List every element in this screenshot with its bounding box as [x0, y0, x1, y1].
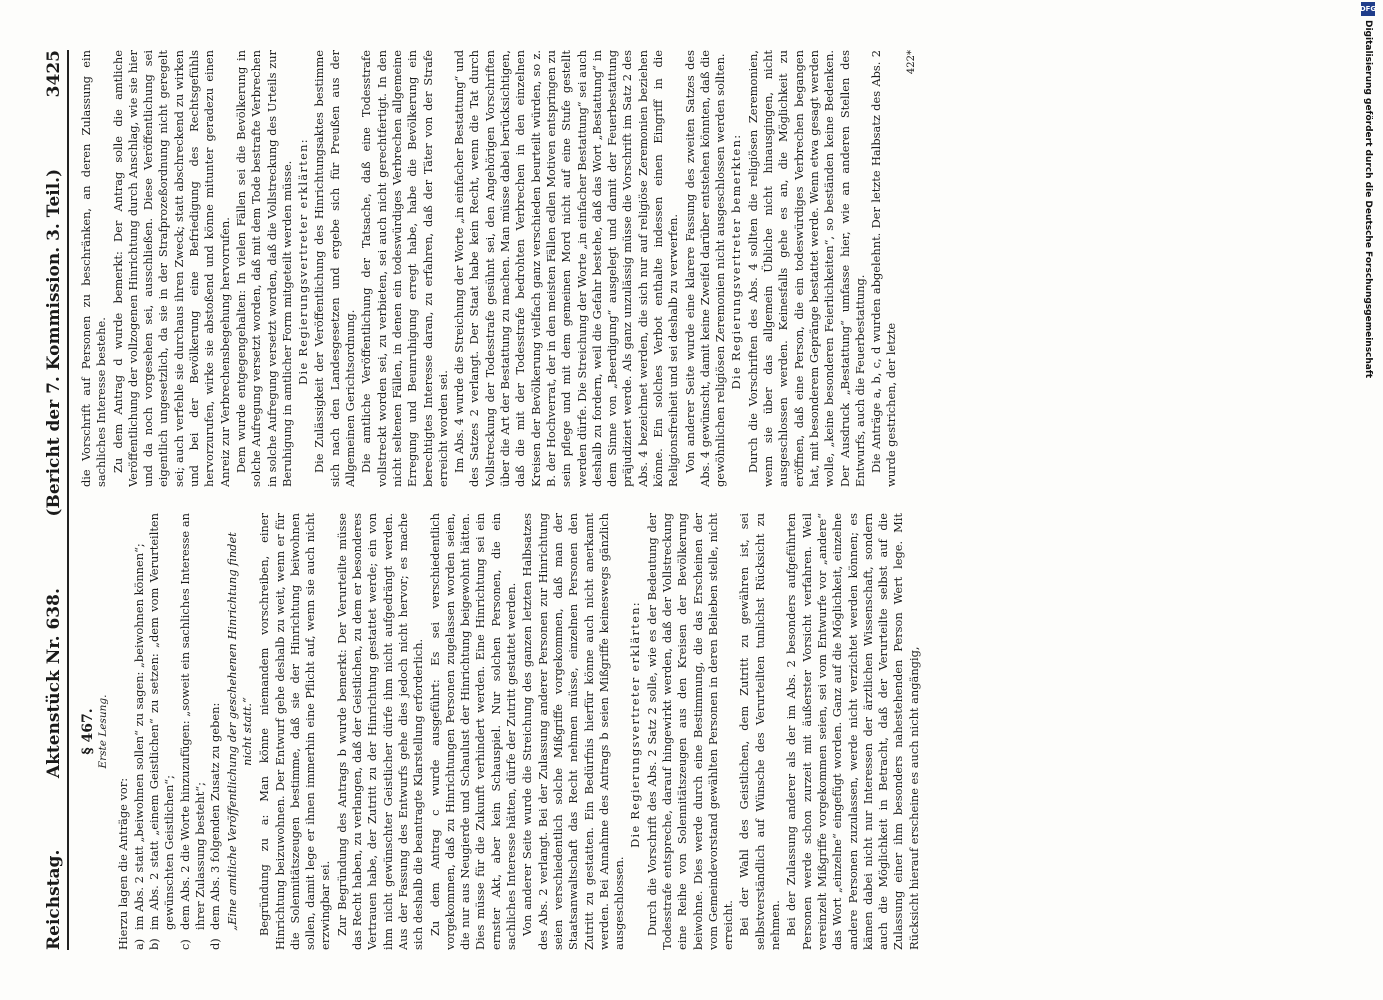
- right-column: [79, 50, 1329, 487]
- paragraph: Durch die Vorschrift des Abs. 2 Satz 2 solle, wie es der Bedeutung der Todesstrafe entspreche, darauf hingewirkt werden, daß der Vollstreckung eine Reihe von Solennitätszeugen aus den Kreisen der Bevölkerung beiwohne. Dies werde durch eine Bestimmung, die das Erscheinen der vom Gemeindevorstand gewählten Personen in deren Belieben stelle, nicht erreicht.: [644, 513, 736, 950]
- digitization-credit: Digitalisierung gefördert durch die Deutsche Forschungsgemeinschaft: [1363, 20, 1373, 379]
- motion-label: b): [147, 938, 162, 950]
- paragraph: Von anderer Seite wurde die Streichung des ganzen letzten Halbsatzes des Abs. 2 verlangt. Bei der Zulassung anderer Personen zur Hinrichtung seien verschiedentlich solche Mißgriffe vorgekommen, daß man der Staatsanwaltschaft das Recht nehmen müsse, einzelnen Personen den Zutritt zu gestatten. Ein Bedürfnis hierfür könne auch nicht anerkannt werden. Bei Annahme des Antrags b seien Mißgriffe keineswegs gänzlich ausgeschlossen.: [520, 513, 627, 950]
- motion-c: [178, 513, 209, 950]
- page-number: 3425: [44, 50, 64, 98]
- footer-mark: 422*: [905, 50, 917, 75]
- motion-text: dem Abs. 2 die Worte hinzuzufügen: „soweit ein sachliches Interesse an ihrer Zulassung besteht“;: [177, 513, 208, 930]
- motion-a: [132, 513, 147, 950]
- subheading: Die Regierungsvertreter erklärten:: [628, 601, 643, 848]
- subheading: Die Regierungsvertreter erklärten:: [296, 138, 311, 385]
- text-columns: [79, 50, 1329, 950]
- motion-quote: „Eine amtliche Veröffentlichung der geschehenen Hinrichtung findet nicht statt.“: [224, 532, 254, 931]
- digitization-note: [1351, 0, 1381, 1000]
- paragraph: Zu dem Antrag d wurde bemerkt: Der Antrag solle die amtliche Veröffentlichung der vollzogenen Hinrichtung durch Anschlag, wie sie hier und da noch vorgesehen sei, ausschließen. Diese Veröffentlichung sei eigentlich ungesetzlich, da sie in der Strafprozeßordnung nicht geregelt sei; auch verfehle sie durchaus ihren Zweck; statt abschreckend zu wirken und bei der Bevölkerung eine Befriedigung des Rechtsgefühls hervorzurufen, wirke sie abstoßend und könne mitunter geradezu einen Anreiz zur Verbrechensbegehung hervorrufen.: [110, 50, 232, 487]
- header-center: Aktenstück Nr. 638.: [44, 588, 64, 779]
- paragraph: Bei der Zulassung anderer als der im Abs. 2 besonders aufgeführten Personen werde schon zurzeit mit äußerster Vorsicht verfahren. Weil vereinzelt Mißgriffe vorgekommen seien, sei vom Entwurfe vor „andere“ das Wort „einzelne“ eingefügt worden. Ganz auf die Möglichkeit, einzelne andere Personen zuzulassen, werde nicht verzichtet werden können; es kämen dabei nicht nur Interessen der ärztlichen Wissenschaft, sondern auch die Möglichkeit in Betracht, daß der Verurteilte selbst auf die Zulassung einer ihm besonders nahestehenden Person Wert lege. Mit Rücksicht hierauf erscheine es auch nicht angängig,: [784, 513, 921, 950]
- paragraph: Die amtliche Veröffentlichung der Tatsache, daß eine Todesstrafe vollstreckt worden sei, zu verbieten, sei auch nicht gerechtfertigt. In den nicht seltenen Fällen, in denen ein todeswürdiges Verbrechen allgemeine Erregung und Beunruhigung erregt habe, habe die Bevölkerung ein berechtigtes Interesse daran, zu erfahren, daß der Täter von der Strafe erreicht worden sei.: [359, 50, 450, 487]
- page-header: [44, 50, 69, 950]
- motion-text: im Abs. 2 statt „einem Geistlichen“ zu setzen: „dem vom Verurteilten gewünschten Geistlichen“;: [147, 513, 177, 930]
- motion-b: [147, 513, 178, 950]
- paragraph: Von anderer Seite wurde eine klarere Fassung des zweiten Satzes des Abs. 4 gewünscht, damit keine Zweifel darüber entstehen könnten, daß die gewöhnlichen religiösen Zeremonien nicht ausgeschlossen werden sollten.: [682, 50, 728, 487]
- paragraph: Die Anträge a, b, c, d wurden abgelehnt. Der letzte Halbsatz des Abs. 2 wurde gestrichen, der letzte: [869, 50, 899, 487]
- paragraph: Zu dem Antrag c wurde ausgeführt: Es sei verschiedentlich vorgekommen, daß zu Hinrichtungen Personen zugelassen worden seien, die nur aus Neugierde und Schaulust der Hinrichtung beigewohnt hätten. Dies müsse für die Zukunft verhindert werden. Eine Hinrichtung sei ein ernster Akt, aber kein Schauspiel. Nur solchen Personen, die ein sachliches Interesse hätten, dürfe der Zutritt gestattet werden.: [427, 513, 519, 950]
- paragraph: Zur Begründung des Antrags b wurde bemerkt: Der Verurteilte müsse das Recht haben, zu verlangen, daß der Geistlichen, zu dem er besonderes Vertrauen habe, der Zutritt zu der Hinrichtung gestattet werde; ein von ihm nicht gewünschter Geistlicher dürfe ihm nicht aufgedrängt werden. Aus der Fassung des Entwurfs gehe dies jedoch nicht hervor; es mache sich deshalb die beantragte Klarstellung erforderlich.: [334, 513, 426, 950]
- paragraph: Durch die Vorschriften des Abs. 4 sollten die religiösen Zeremonien, wenn sie über das allgemein Übliche nicht hinausgingen, nicht ausgeschlossen werden. Keinesfalls gehe es an, die Möglichkeit zu eröffnen, daß eine Person, die ein todeswürdiges Verbrechen begangen hat, mit besonderem Gepränge bestattet werde. Wenn etwa gesagt werden wolle, „keine besonderen Feierlichkeiten“, so beständen keine Bedenken. Der Ausdruck „Bestattung“ umfasse hier, wie an anderen Stellen des Entwurfs, auch die Feuerbestattung.: [745, 50, 867, 487]
- dfg-logo-icon: DFG: [1361, 2, 1375, 16]
- paragraph: Dem wurde entgegengehalten: In vielen Fällen sei die Bevölkerung in solche Aufregung versetzt worden, daß mit dem Tode bestrafte Verbrechen in solche Aufregung versetzt worden, daß die Vollstreckung des Urteils zur Beruhigung in amtlicher Form mitgeteilt werden müsse.: [233, 50, 294, 487]
- header-left: Reichstag.: [44, 849, 64, 950]
- paragraph: Begründung zu a: Man könne niemandem vorschreiben, einer Hinrichtung beizuwohnen. Der Entwurf gehe deshalb zu weit, wenn er für die Solennitätszeugen bestimme, daß sie der Hinrichtung beiwohnen sollen, damit lege er ihnen immerhin eine Pflicht auf, wenn sie auch nicht erzwingbar sei.: [257, 513, 333, 950]
- paragraph: die Vorschrift auf Personen zu beschränken, an deren Zulassung ein sachliches Interesse bestehe.: [79, 50, 109, 487]
- intro-text: Hierzu lagen die Anträge vor:: [115, 777, 130, 950]
- motion-label: d): [208, 938, 223, 950]
- header-right-title: (Bericht der 7. Kommission. 3. Teil.): [44, 168, 64, 517]
- paragraph: Bei der Wahl des Geistlichen, dem Zutritt zu gewähren ist, sei selbstverständlich auf Wünsche des Verurteilten tunlichst Rücksicht zu nehmen.: [737, 513, 783, 950]
- section-title: § 467.: [80, 708, 96, 755]
- motion-text: im Abs. 2 statt „beiwohnen sollen“ zu sagen: „beiwohnen können“;: [131, 543, 146, 930]
- reading-label: Erste Lesung.: [97, 694, 110, 769]
- paragraph: Die Zulässigkeit der Veröffentlichung des Hinrichtungsaktes bestimme sich nach den Landesgesetzen und ergebe sich für Preußen aus der Allgemeinen Gerichtsordnung.: [312, 50, 358, 487]
- motion-label: c): [177, 939, 192, 950]
- motion-text: dem Abs. 3 folgenden Zusatz zu geben:: [208, 702, 223, 930]
- subheading: Die Regierungsvertreter bemerkten:: [729, 133, 744, 390]
- motion-d: [208, 513, 223, 950]
- left-column: [79, 513, 1329, 950]
- paragraph: Im Abs. 4 wurde die Streichung der Worte „in einfacher Bestattung“ und des Satzes 2 verlangt. Der Staat habe kein Recht, wenn die Tat durch Vollstreckung der Todesstrafe gesühnt sei, den Angehörigen Vorschriften über die Art der Bestattung zu machen. Man müsse dabei berücksichtigen, daß die mit der Todesstrafe bedrohten Verbrechen in den einzelnen Kreisen der Bevölkerung vielfach ganz verschieden beurteilt würden, so z. B. der Hochverrat, der in den meisten Fällen edlen Motiven entspringen zu sein pflege und mit dem gemeinen Mord nicht auf eine Stufe gestellt werden dürfe. Die Streichung der Worte „in einfacher Bestattung“ sei auch deshalb zu fordern, weil die Gefahr bestehe, daß das Wort „Bestattung“ in dem Sinne von „Beerdigung“ ausgelegt und damit der Feuerbestattung präjudiziert werde. Als ganz unzulässig müsse die Vorschrift im Satz 2 des Abs. 4 bezeichnet werden, die sich nur auf religiöse Zeremonien beziehen könne. Ein solches Verbot enthalte indessen einen Eingriff in die Religionsfreiheit und sei deshalb zu verwerfen.: [452, 50, 681, 487]
- motion-label: a): [131, 938, 146, 950]
